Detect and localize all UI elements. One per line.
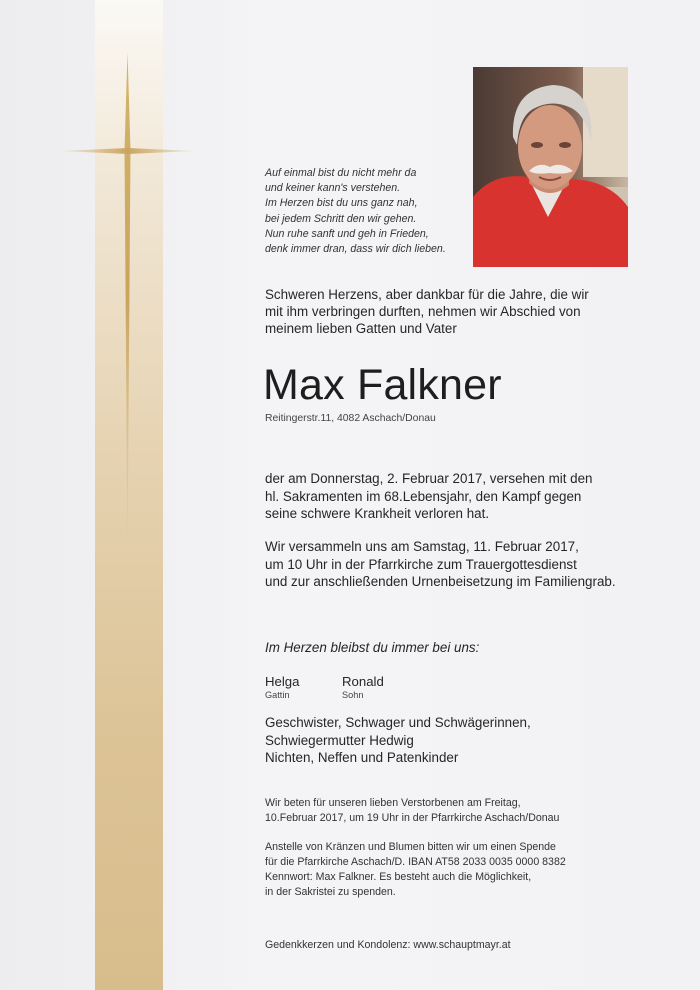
poem <box>265 166 465 257</box>
intro-line: Schweren Herzens, aber dankbar für die Jahre, die wir <box>265 287 589 302</box>
intro-line: meinem lieben Gatten und Vater <box>265 321 457 336</box>
mourner-ronald <box>342 674 384 700</box>
funeral-line: um 10 Uhr in der Pfarrkirche zum Trauergottesdienst <box>265 556 577 572</box>
prayer-info <box>265 796 559 826</box>
poem-line: Auf einmal bist du nicht mehr da <box>265 167 417 179</box>
deceased-name: Max Falkner <box>263 361 502 409</box>
death-notice-line: der am Donnerstag, 2. Februar 2017, versehen mit den <box>265 471 593 486</box>
cross-icon <box>60 52 195 552</box>
relatives-list <box>265 714 531 767</box>
donation-line: Anstelle von Kränzen und Blumen bitten wir um einen Spende <box>265 841 556 853</box>
deceased-address: Reitingerstr.11, 4082 Aschach/Donau <box>265 413 436 424</box>
condolence-footer: Gedenkkerzen und Kondolenz: www.schauptmayr.at <box>265 939 511 951</box>
funeral-line: Wir versammeln uns am Samstag, 11. Februar 2017, <box>265 539 579 554</box>
poem-line: Im Herzen bist du uns ganz nah, <box>265 197 418 210</box>
relatives-line: Schwiegermutter Hedwig <box>265 732 414 748</box>
donation-info <box>265 840 566 900</box>
prayer-line: 10.Februar 2017, um 19 Uhr in der Pfarrkirche Aschach/Donau <box>265 812 560 824</box>
donation-line: für die Pfarrkirche Aschach/D. IBAN AT58 2033 0035 0000 8382 <box>265 856 566 868</box>
poem-line: und keiner kann's verstehen. <box>265 182 401 195</box>
death-notice-line: hl. Sakramenten im 68.Lebensjahr, den Kampf gegen <box>265 488 582 504</box>
poem-line: bei jedem Schritt den wir gehen. <box>265 212 417 225</box>
death-notice <box>265 470 645 523</box>
mourner-role: Sohn <box>342 690 364 700</box>
funeral-line: und zur anschließenden Urnenbeisetzung im Familiengrab. <box>265 574 616 589</box>
death-notice-line: seine schwere Krankheit verloren hat. <box>265 506 490 521</box>
portrait-photo <box>473 67 628 267</box>
mourner-helga <box>265 674 299 700</box>
prayer-line: Wir beten für unseren lieben Verstorbenen am Freitag, <box>265 797 521 809</box>
mourner-role: Gattin <box>265 690 290 700</box>
intro-text <box>265 286 645 337</box>
relatives-line: Geschwister, Schwager und Schwägerinnen, <box>265 715 531 730</box>
donation-line: in der Sakristei zu spenden. <box>265 886 396 898</box>
intro-line: mit ihm verbringen durften, nehmen wir Abschied von <box>265 304 581 319</box>
remembrance-line: Im Herzen bleibst du immer bei uns: <box>265 640 480 655</box>
mourner-name: Helga <box>265 674 300 689</box>
poem-line: Nun ruhe sanft und geh in Frieden, <box>265 227 429 240</box>
poem-line: denk immer dran, dass wir dich lieben. <box>265 243 446 256</box>
relatives-line: Nichten, Neffen und Patenkinder <box>265 750 459 765</box>
funeral-info <box>265 538 645 591</box>
mourner-name: Ronald <box>342 674 384 689</box>
donation-line: Kennwort: Max Falkner. Es besteht auch die Möglichkeit, <box>265 871 532 883</box>
